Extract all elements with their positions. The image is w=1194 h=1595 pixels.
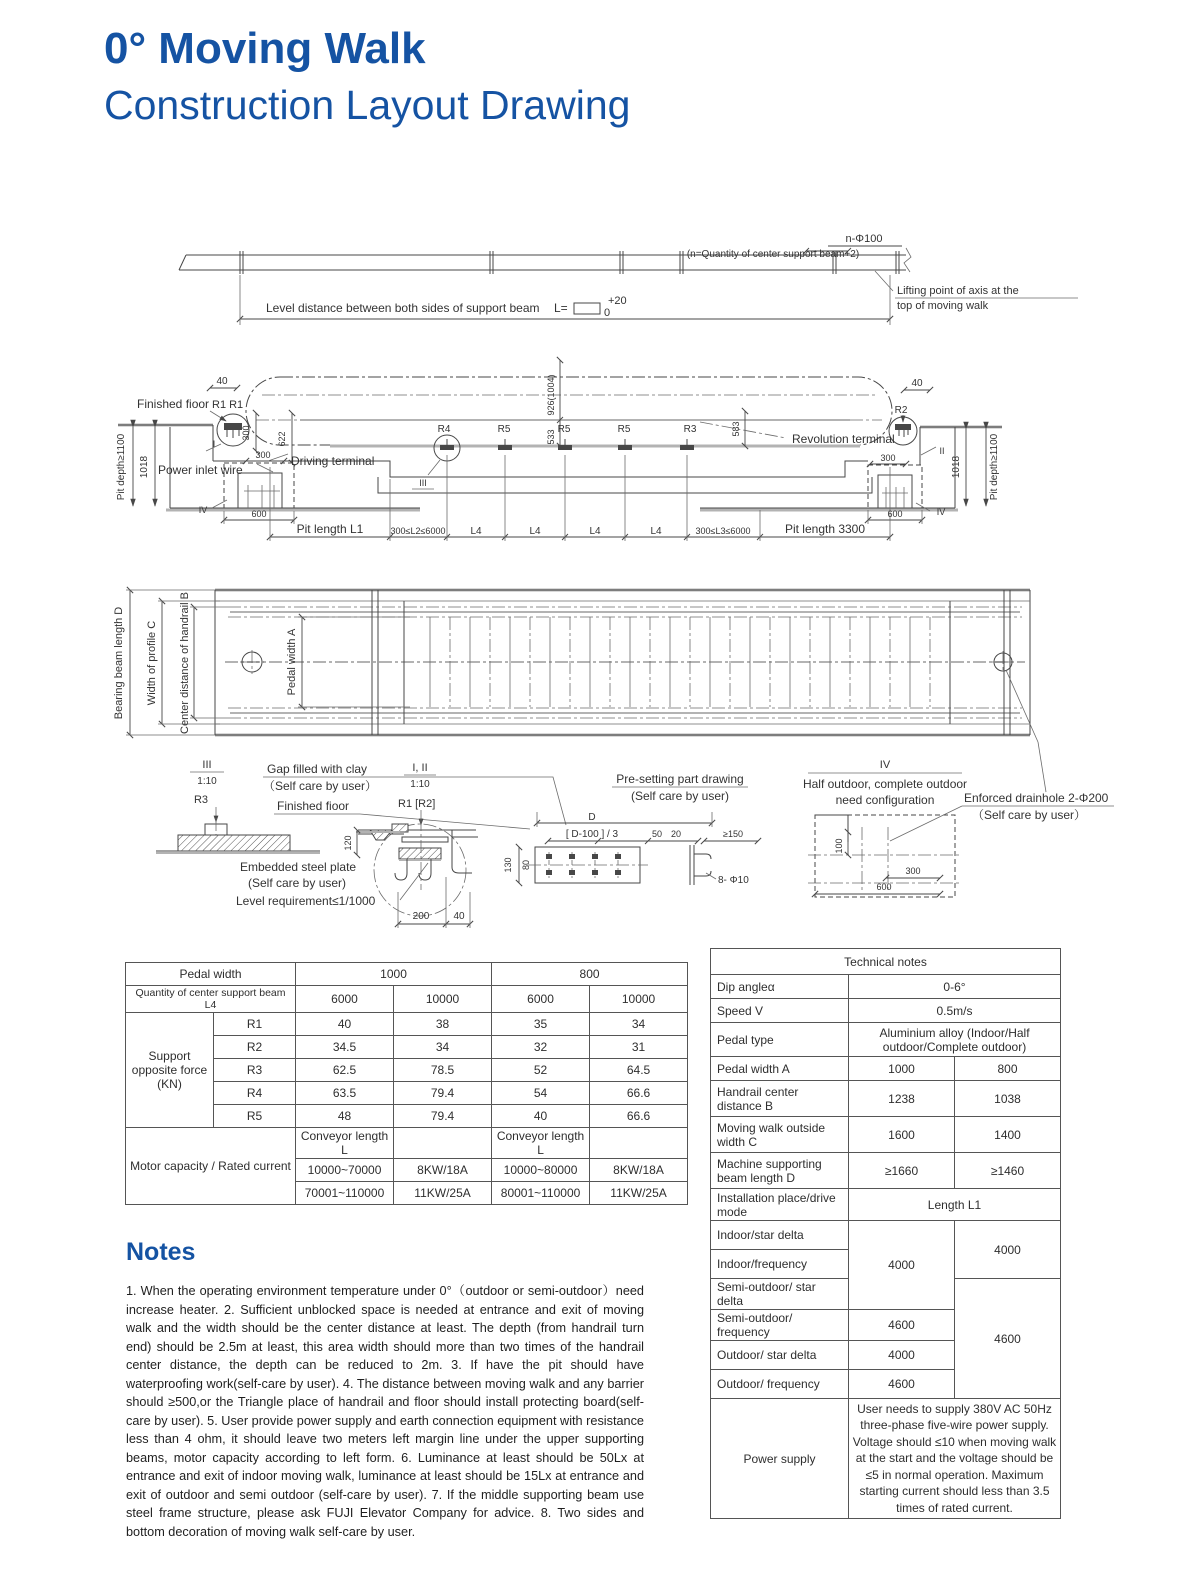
- col-6000-b: 6000: [492, 986, 590, 1013]
- machine-beam-label: Machine supporting beam length D: [711, 1153, 849, 1189]
- label-finished-floor: Finished fioor: [137, 397, 210, 411]
- row-r4-label: R4: [214, 1082, 296, 1105]
- label-level-requirement: Level requirement≤1/1000: [236, 894, 376, 908]
- dim-formula: [ D-100 ] / 3: [565, 829, 619, 840]
- dim-600-left: 600: [251, 509, 267, 519]
- roman-iv-right: IV: [936, 507, 946, 517]
- label-drainhole-selfcare: （Self care by user）: [972, 808, 1087, 822]
- dim-50: 50: [651, 829, 663, 839]
- plan-linework: [126, 590, 1038, 742]
- dim-300-left-v: 300: [241, 425, 251, 441]
- label-tol-plus: +20: [608, 295, 627, 307]
- label-bearing-beam: Bearing beam length D: [113, 606, 125, 720]
- conveyor-length-b: Conveyor length L: [492, 1128, 590, 1159]
- detail-i-ii-num: I, II: [412, 762, 428, 774]
- label-tol-zero: 0: [604, 307, 611, 319]
- label-profile-width: Width of profile C: [146, 620, 158, 706]
- roman-ii: II: [939, 446, 945, 456]
- dim-300-iv: 300: [905, 866, 921, 876]
- label-r5-3: R5: [617, 424, 631, 435]
- install-mode-label: Installation place/drive mode: [711, 1189, 849, 1221]
- dim-300-left-h: 300: [255, 450, 271, 460]
- dim-20: 20: [670, 829, 682, 839]
- label-r5-2: R5: [557, 424, 571, 435]
- label-level-distance: Level distance between both sides of support beam: [266, 301, 540, 315]
- pedal-width-a-label: Pedal width A: [711, 1057, 849, 1081]
- handrail-label: Handrail center distance B: [711, 1081, 849, 1117]
- dim-l2-range: 300≤L2≤6000: [390, 526, 446, 536]
- label-pedal-width: Pedal width A: [286, 628, 298, 696]
- detail-iv-t1: Half outdoor, complete outdoor: [802, 777, 968, 791]
- label-driving-terminal: Driving terminal: [291, 454, 375, 468]
- col-10000-a: 10000: [394, 986, 492, 1013]
- label-gap-selfcare: （Self care by user）: [263, 779, 378, 793]
- label-embedded-plate: Embedded steel plate: [240, 860, 357, 874]
- label-lifting-2: top of moving walk: [897, 300, 989, 312]
- conveyor-length-a: Conveyor length L: [296, 1128, 394, 1159]
- support-force-table: Pedal width 1000 800 Quantity of center support beam L4 6000 10000 6000 10000 Support opposite force (KN) R1 40 38 35 34 R2 34.5 34 32 31 R3 62.5 78.5 52 64.5 R4 63.5 79.4 54 66.6 R5 48 79.4 40 66.6 Motor capacity / Rated current Conveyor length L Conveyor length L 10000~70000 8KW/18A 10000~80000 8KW/18A 70001~110000 11KW/25A 80001~110000 11KW/25A: [125, 962, 688, 1205]
- page-title: 0° Moving Walk: [104, 24, 426, 73]
- row-r2-label: R2: [214, 1036, 296, 1059]
- dim-120: 120: [343, 835, 353, 851]
- mode-outdoor-freq: Outdoor/ frequency: [711, 1370, 849, 1399]
- presetting-title: Pre-setting part drawing: [616, 772, 744, 786]
- col-1000: 1000: [296, 963, 492, 986]
- detail-iv-num: IV: [879, 759, 891, 771]
- label-finished-floor-detail: Finished fioor: [277, 799, 350, 813]
- label-r1-r1: R1 R1: [212, 399, 244, 411]
- detail-iii-scale: 1:10: [197, 776, 217, 787]
- dim-600-right: 600: [887, 509, 903, 519]
- dim-ge150: ≥150: [723, 829, 743, 839]
- dim-d: D: [588, 812, 596, 823]
- notes-body: 1. When the operating environment temperature under 0°（outdoor or semi-outdoor）need increase heater. 2. Sufficient unblocked space is needed at entrance and exit of moving walk and the width should be the center distance at least. The depth (from handrail turn end) should be 2.5m at least, this area width should more than two times of the handrail center distance, the depth can be reduced to 2m. 3. If have the pit should have waterproofing work(self-care by user). 4. The distance between moving walk and any barrier should ≥500,or the Triangle place of handrail and floor should install protecting board(self-care by user). 5. User provide power supply and earth connection equipment with resistance less than 4 ohm, it should leave two meters left margin line under the upper supporting beams, motor capacity according to left form. 6. Luminance at least should be 50Lx at entrance and exit of indoor moving walk, luminance at least should be 15Lx at entrance and exit of outdoor and semi outdoor (self-care by user). 7. If the middle supporting beam use steel frame structure, please ask FUJI Elevator Company for advice. 8. Two sides and bottom decoration of moving walk self-care by user.: [126, 1284, 644, 1539]
- presetting-selfcare: (Self care by user): [630, 789, 730, 803]
- mode-indoor-star: Indoor/star delta: [711, 1221, 849, 1250]
- roman-i: I: [212, 439, 216, 449]
- technical-notes-table: Technical notes Dip angleα 0-6° Speed V 0.5m/s Pedal type Aluminium alloy (Indoor/Half outdoor/Complete outdoor) Pedal width A 1000 800 Handrail center distance B 1238 1038 Moving walk outside width C 1600 1400 Machine supporting beam length D ≥1660 ≥1460 Installation place/drive mode Length L1 Indoor/star delta 4000 4000 Indoor/frequency Semi-outdoor/ star delta 4600 Semi-outdoor/ frequency 4600 Outdoor/ star delta 4000 Outdoor/ frequency 4600 Power supply User needs to supply 380V AC 50Hz three-phase five-wire power supply. Voltage should ≤10 when moving walk at the start and the voltage should be ≤5 in normal operation. Maximum starting current should less than 3.5 times of rated current.: [710, 948, 1061, 1519]
- label-handrail-distance: Center distance of handrail B: [179, 592, 191, 734]
- dim-l4-1: L4: [470, 526, 482, 537]
- speed-label: Speed V: [711, 999, 849, 1023]
- label-gap-clay: Gap filled with clay: [267, 762, 368, 776]
- label-pit-depth-left: Pit depth≥1100: [116, 433, 127, 501]
- drainhole-label: [890, 742, 1114, 841]
- label-drainhole: Enforced drainhole 2-Φ200: [964, 791, 1109, 805]
- dim-533: 533: [546, 429, 556, 445]
- detail-i-ii-r: R1 [R2]: [398, 798, 436, 810]
- row-r5-label: R5: [214, 1105, 296, 1128]
- outside-width-label: Moving walk outside width C: [711, 1117, 849, 1153]
- details-drawing: [0, 742, 1194, 952]
- dim-1018-right: 1018: [951, 455, 962, 479]
- roman-iii: III: [419, 478, 427, 488]
- col-10000-b: 10000: [590, 986, 688, 1013]
- mode-semi-star: Semi-outdoor/ star delta: [711, 1279, 849, 1310]
- dim-40-right: 40: [911, 378, 923, 389]
- dim-130: 130: [503, 857, 513, 873]
- dip-angle-label: Dip angleα: [711, 975, 849, 999]
- label-n-phi100: n-Φ100: [845, 233, 883, 245]
- dim-l3-range: 300≤L3≤6000: [695, 526, 751, 536]
- mode-indoor-freq: Indoor/frequency: [711, 1250, 849, 1279]
- power-supply-label: Power supply: [711, 1399, 849, 1519]
- page-subtitle: Construction Layout Drawing: [104, 82, 631, 128]
- dim-622: 622: [277, 431, 287, 447]
- mode-semi-freq: Semi-outdoor/ frequency: [711, 1310, 849, 1341]
- row-r1-label: R1: [214, 1013, 296, 1036]
- dim-583: 583: [731, 421, 741, 437]
- dim-80: 80: [521, 859, 531, 871]
- tech-title: Technical notes: [711, 949, 1061, 975]
- label-power-inlet: Power inlet wire: [158, 463, 243, 477]
- dim-pit-length-l1: Pit length L1: [296, 522, 364, 536]
- label-r3: R3: [683, 424, 697, 435]
- col-800: 800: [492, 963, 688, 986]
- row-r3-label: R3: [214, 1059, 296, 1082]
- col-6000-a: 6000: [296, 986, 394, 1013]
- dim-300-right: 300: [880, 453, 896, 463]
- dim-l4-2: L4: [529, 526, 541, 537]
- label-pit-depth-right: Pit depth≥1100: [989, 433, 1000, 501]
- dim-40-detail: 40: [453, 911, 465, 922]
- label-r5-1: R5: [497, 424, 511, 435]
- dim-pit-length-3300: Pit length 3300: [784, 522, 866, 536]
- label-r2: R2: [894, 405, 908, 416]
- label-r4: R4: [437, 424, 451, 435]
- group-support-force: Support opposite force (KN): [126, 1013, 214, 1128]
- col-pedal-width: Pedal width: [126, 963, 296, 986]
- dim-l4-4: L4: [650, 526, 662, 537]
- roman-iv-left: IV: [198, 505, 208, 515]
- label-embedded-selfcare: (Self care by user): [248, 876, 347, 890]
- detail-iv: [803, 759, 967, 897]
- detail-iii-num: III: [202, 759, 212, 771]
- dim-40-left: 40: [216, 376, 228, 387]
- col-qty-beam: Quantity of center support beam L4: [126, 986, 296, 1013]
- detail-i-ii-scale: 1:10: [410, 779, 430, 790]
- dim-l4-3: L4: [589, 526, 601, 537]
- row-motor-capacity: Motor capacity / Rated current: [126, 1128, 296, 1205]
- dim-100: 100: [834, 838, 844, 854]
- detail-iii-r3: R3: [193, 794, 209, 806]
- plan-drawing: [0, 555, 1194, 742]
- power-supply-text: User needs to supply 380V AC 50Hz three-phase five-wire power supply. Voltage should ≤10 when moving walk at the start and the voltage should be ≤5 in normal operation. Maximum starting current should less than 3.5 times of rated current.: [849, 1399, 1061, 1519]
- label-l-eq: L=: [554, 301, 568, 315]
- elevation-drawing: [0, 215, 1194, 547]
- dim-200: 200: [412, 911, 430, 922]
- label-revolution-terminal: Revolution terminal: [792, 432, 895, 446]
- dim-8-phi10: 8- Φ10: [718, 875, 749, 886]
- detail-iv-t2: need configuration: [835, 793, 935, 807]
- dim-926: 926(1004): [546, 374, 556, 416]
- label-lifting-1: Lifting point of axis at the: [897, 285, 1019, 297]
- dim-600-iv: 600: [876, 882, 892, 892]
- detail-presetting: [503, 772, 758, 886]
- dim-1018-left: 1018: [139, 455, 150, 479]
- label-n-note: (n=Quantity of center support beam+2): [686, 249, 860, 260]
- pedal-type-label: Pedal type: [711, 1023, 849, 1057]
- mode-outdoor-star: Outdoor/ star delta: [711, 1341, 849, 1370]
- notes-heading: Notes: [126, 1238, 196, 1266]
